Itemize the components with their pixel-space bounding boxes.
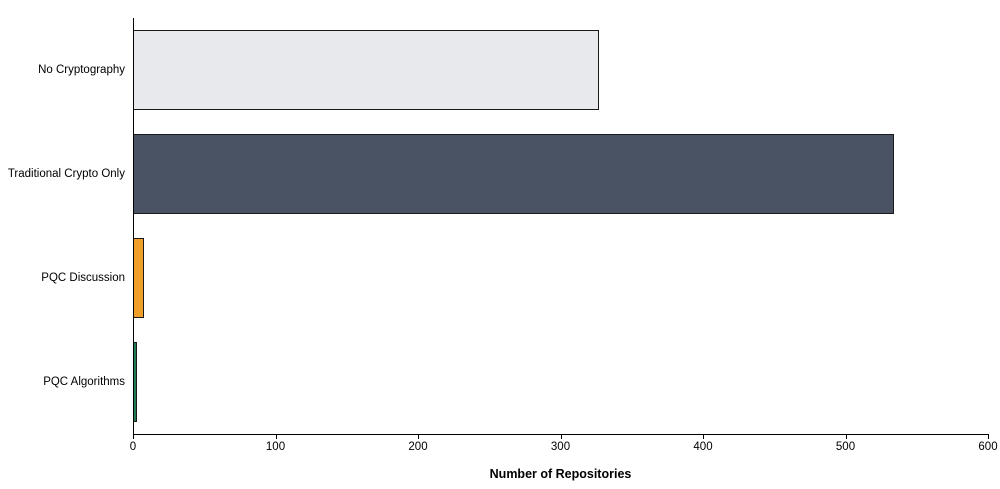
x-tick-label-0: 0	[129, 441, 137, 453]
x-tick-label-6: 600	[978, 441, 998, 453]
x-tick-mark-5	[846, 434, 847, 439]
bar-pqc-discussion	[133, 238, 144, 318]
x-tick-label-3: 300	[550, 441, 571, 453]
x-tick-mark-4	[703, 434, 704, 439]
x-tick-mark-3	[561, 434, 562, 439]
bar-traditional-crypto-only	[133, 134, 894, 214]
y-tick-label-3: PQC Algorithms	[43, 376, 125, 388]
x-tick-label-1: 100	[265, 441, 286, 453]
x-tick-label-2: 200	[408, 441, 428, 453]
x-tick-label-4: 400	[693, 441, 713, 453]
x-axis-title: Number of Repositories	[489, 467, 632, 481]
y-tick-labels	[0, 0, 125, 489]
x-tick-mark-6	[988, 434, 989, 439]
plot-area	[133, 18, 988, 434]
y-tick-label-0: No Cryptography	[38, 64, 125, 76]
x-tick-mark-2	[418, 434, 419, 439]
x-tick-label-5: 500	[835, 441, 856, 453]
x-tick-mark-0	[133, 434, 134, 439]
y-tick-label-1: Traditional Crypto Only	[7, 168, 125, 180]
x-tick-mark-1	[276, 434, 277, 439]
bar-no-cryptography	[133, 30, 599, 110]
y-axis-line	[133, 18, 134, 434]
y-tick-label-2: PQC Discussion	[41, 272, 125, 284]
